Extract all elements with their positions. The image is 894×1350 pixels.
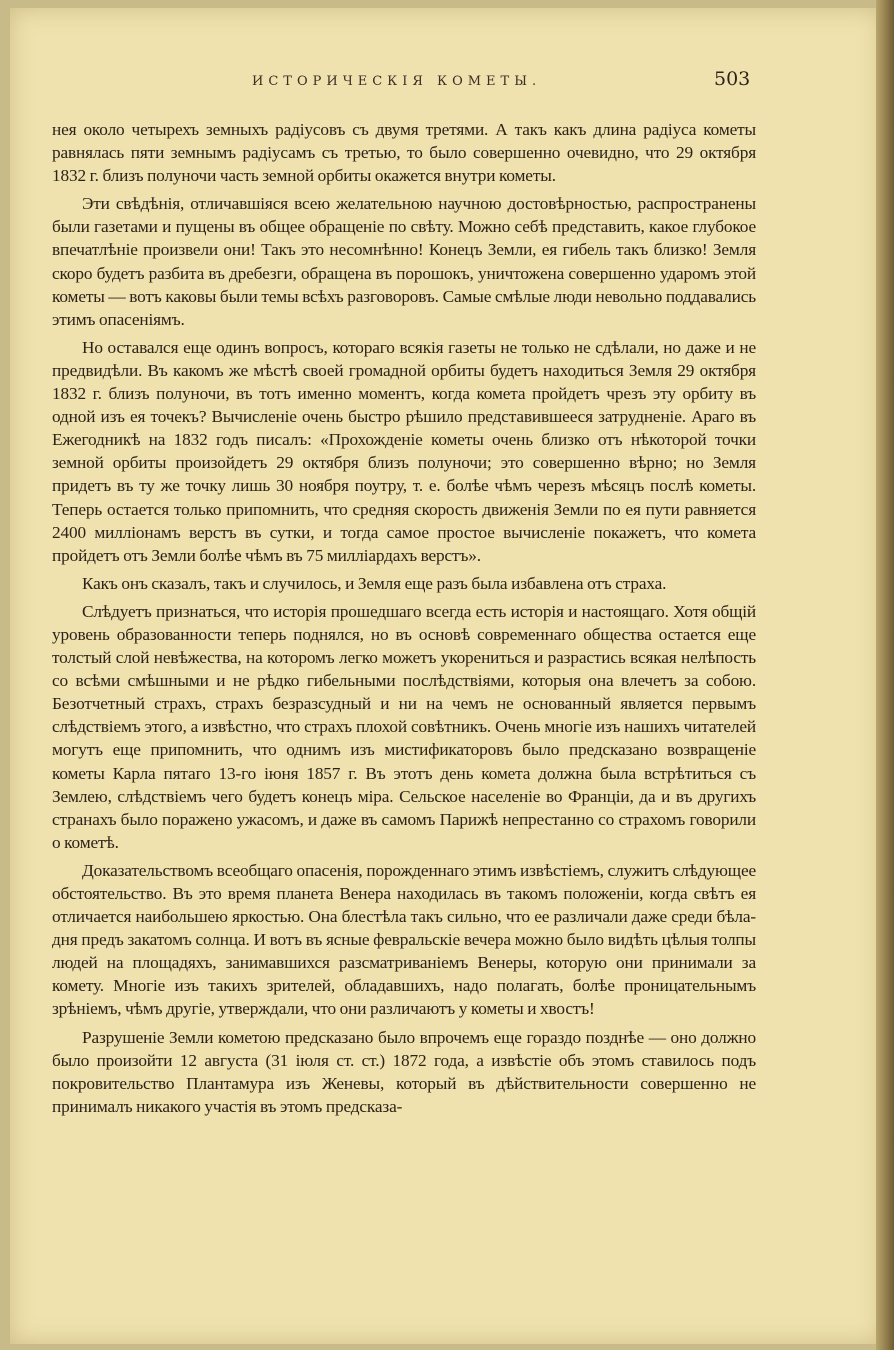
paragraph-5: Слѣдуетъ признаться, что исторія прошедшаго всегда есть исторія и настоящаго. Хотя общій уровень образованности теперь поднялся, но въ основѣ современнаго общества остается еще толстый слой невѣжества, на которомъ легко можетъ укорениться и разрастись всякая нелѣпость со всѣми смѣшными и не рѣдко гибельными послѣдствіями, которыя она влечетъ за собою. Безотчетный страхъ, страхъ безразсудный и ни на чемъ не основанный является первымъ слѣдствіемъ этого, а извѣстно, что страхъ плохой совѣтникъ. Очень многіе изъ нашихъ читателей могутъ еще припомнить, что однимъ изъ мистификаторовъ было предсказано возвращеніе кометы Карла пятаго 13-го іюня 1857 г. Въ этотъ день комета должна была встрѣтиться съ Землею, слѣдствіемъ чего будетъ конецъ міра. Сельское населеніе во Франціи, да и въ другихъ странахъ было поражено ужасомъ, и даже въ самомъ Парижѣ непрестанно со страхомъ говорили о кометѣ. <box>52 601 756 852</box>
page-number: 503 <box>714 68 751 90</box>
running-head: ИСТОРИЧЕСКІЯ КОМЕТЫ. <box>252 74 542 89</box>
paragraph-7: Разрушеніе Земли кометою предсказано было впрочемъ еще гораздо позднѣе — оно должно было произойти 12 августа (31 іюля ст. ст.) 1872 года, а извѣстіе объ этомъ ставилось подъ покровительство Плантамура изъ Женевы, который въ дѣйствительности совершенно не принималъ никакого участія въ этомъ предсказа- <box>52 1027 756 1116</box>
paragraph-3: Но оставался еще одинъ вопросъ, котораго всякія газеты не только не сдѣлали, но даже и не предвидѣли. Въ какомъ же мѣстѣ своей громадной орбиты будетъ находиться Земля 29 октября 1832 г. близъ полуночи, въ тотъ именно моментъ, когда комета пройдетъ чрезъ эту орбиту въ одной изъ ея точекъ? Вычисленіе очень быстро рѣшило представившееся затрудненіе. Араго въ Ежегодникѣ на 1832 годъ писалъ: «Прохожденіе кометы очень близко отъ нѣкоторой точки земной орбиты произойдетъ 29 октября близъ полуночи; это совершенно вѣрно; но Земля придетъ въ ту же точку лишь 30 ноября поутру, т. е. болѣе чѣмъ черезъ мѣсяцъ послѣ кометы. Теперь остается только припомнить, что средняя скорость движенія Земли по ея пути равняется 2400 милліонамъ верстъ въ сутки, и тогда самое простое вычисленіе покажетъ, что комета пройдетъ отъ Земли болѣе чѣмъ въ 75 милліардахъ верстъ». <box>52 337 756 565</box>
paragraph-4: Какъ онъ сказалъ, такъ и случилось, и Земля еще разъ была избавлена отъ страха. <box>82 573 667 593</box>
page-body <box>52 118 756 1123</box>
paragraph-6: Доказательствомъ всеобщаго опасенія, порожденнаго этимъ извѣстіемъ, служитъ слѣдующее обстоятельство. Въ это время планета Венера находилась въ такомъ положеніи, когда свѣтъ ея отличается наибольшею яркостью. Она блестѣла такъ сильно, что ее различали даже среди бѣла-дня предъ закатомъ солнца. И вотъ въ ясные февральскіе вечера можно было видѣть цѣлыя толпы людей на площадяхъ, занимавшихся разсматриваніемъ Венеры, которую они принимали за комету. Многіе изъ такихъ зрителей, обладавшихъ, надо полагать, болѣе проницательнымъ зрѣніемъ, чѣмъ другіе, утверждали, что они различаютъ у кометы и хвостъ! <box>52 860 756 1019</box>
page-header <box>0 66 894 96</box>
page-edge <box>876 0 894 1350</box>
paragraph-2: Эти свѣдѣнія, отличавшіяся всею желательною научною достовѣрностью, распространены были газетами и пущены въ общее обращеніе по свѣту. Можно себѣ представить, какое глубокое впечатлѣніе произвели они! Такъ это несомнѣнно! Конецъ Земли, ея гибель такъ близко! Земля скоро будетъ разбита въ дребезги, обращена въ порошокъ, уничтожена совершенно ударомъ этой кометы — вотъ каковы были темы всѣхъ разговоровъ. Самые смѣлые люди невольно поддавались этимъ опасеніямъ. <box>52 194 756 329</box>
paragraph-1: нея около четырехъ земныхъ радіусовъ съ двумя третями. А такъ какъ длина радіуса кометы равнялась пяти земнымъ радіусамъ съ третью, то было совершенно очевидно, что 29 октября 1832 г. близъ полуночи часть земной орбиты окажется внутри кометы. <box>52 120 756 186</box>
